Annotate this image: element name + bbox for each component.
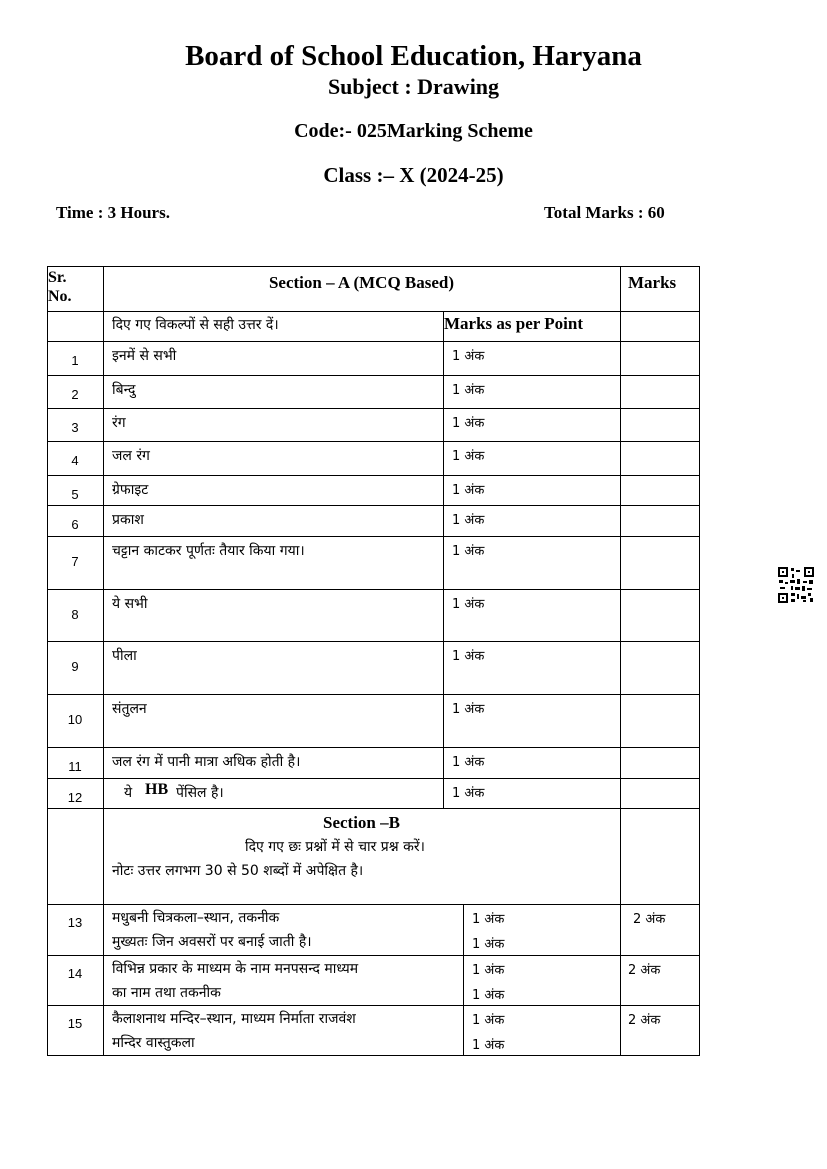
total-marks-label: Total Marks : 60 xyxy=(544,203,665,222)
row-number: 14 xyxy=(67,966,83,981)
table-row-answer xyxy=(103,375,444,409)
section-b-note: नोटः उत्तर लगभग 30 से 50 शब्दों में अपेक्षित है। xyxy=(112,863,364,879)
row-point: 1 अंक xyxy=(452,649,485,664)
row-answer-line1: विभिन्न प्रकार के माध्यम के नाम मनपसन्द माध्यम xyxy=(112,961,359,977)
row-number: 3 xyxy=(71,420,79,435)
row-answer-line2: मुख्यतः जिन अवसरों पर बनाई जाती है। xyxy=(112,934,312,950)
table-row-marks xyxy=(620,747,700,779)
row-point: 1 अंक xyxy=(452,383,485,398)
row-answer: जल रंग xyxy=(112,448,150,464)
row-number: 13 xyxy=(67,915,83,930)
row-point-2: 1 अंक xyxy=(472,937,505,952)
subject-title: Subject : Drawing xyxy=(327,74,500,99)
instruction-srno-cell xyxy=(47,311,104,342)
board-title: Board of School Education, Haryana xyxy=(185,40,642,72)
row-point-1: 1 अंक xyxy=(472,1013,505,1028)
row-answer: रंग xyxy=(112,415,126,431)
row-point-2: 1 अंक xyxy=(472,988,505,1003)
row-point: 1 अंक xyxy=(452,449,485,464)
instruction-marks-cell xyxy=(620,311,700,342)
section-b-title: Section –B xyxy=(323,813,400,832)
row-answer-bold: HB xyxy=(145,781,169,798)
row-answer: बिन्दु xyxy=(112,382,136,398)
row-answer: पीला xyxy=(112,648,137,664)
table-row-marks xyxy=(620,475,700,506)
class-title: Class :– X (2024-25) xyxy=(323,163,504,187)
table-row-marks xyxy=(620,641,700,695)
row-answer: ये सभी xyxy=(112,596,148,612)
row-answer: चट्टान काटकर पूर्णतः तैयार किया गया। xyxy=(112,543,305,559)
table-row-answer xyxy=(103,694,444,748)
table-row-marks xyxy=(620,505,700,537)
row-answer-prefix: ये xyxy=(124,785,133,801)
row-point: 1 अंक xyxy=(452,416,485,431)
table-row-marks xyxy=(620,341,700,376)
row-answer-line1: मधुबनी चित्रकला–स्थान, तकनीक xyxy=(112,910,280,926)
row-point-1: 1 अंक xyxy=(472,963,505,978)
table-row-marks xyxy=(620,375,700,409)
row-answer: ग्रेफाइट xyxy=(112,482,149,498)
section-b-srno-cell xyxy=(47,808,104,905)
row-number: 9 xyxy=(71,659,79,674)
table-row-srno xyxy=(47,904,104,956)
row-marks: 2 अंक xyxy=(628,1013,661,1028)
time-label: Time : 3 Hours. xyxy=(56,203,170,222)
row-number: 1 xyxy=(71,353,79,368)
table-row-marks xyxy=(620,694,700,748)
row-point-2: 1 अंक xyxy=(472,1038,505,1053)
row-point-1: 1 अंक xyxy=(472,912,505,927)
row-number: 10 xyxy=(67,712,83,727)
row-answer: इनमें से सभी xyxy=(112,348,177,364)
table-row-answer xyxy=(103,589,444,642)
marks-header: Marks xyxy=(628,273,677,292)
row-number: 4 xyxy=(71,453,79,468)
row-answer-suffix: पेंसिल है। xyxy=(176,785,224,801)
row-answer-line1: कैलाशनाथ मन्दिर–स्थान, माध्यम निर्माता राजवंश xyxy=(112,1011,356,1027)
row-number: 2 xyxy=(71,387,79,402)
row-answer: संतुलन xyxy=(112,701,147,717)
table-row-marks xyxy=(620,408,700,442)
row-point: 1 अंक xyxy=(452,544,485,559)
row-marks: 2 अंक xyxy=(628,963,661,978)
table-row-marks xyxy=(620,778,700,809)
section-a-instruction: दिए गए विकल्पों से सही उत्तर दें। xyxy=(112,317,279,333)
row-answer-line2: मन्दिर वास्तुकला xyxy=(112,1035,195,1051)
table-row-answer xyxy=(103,408,444,442)
row-number: 5 xyxy=(71,487,79,502)
row-number: 12 xyxy=(67,790,83,805)
row-point: 1 अंक xyxy=(452,349,485,364)
row-answer-line2: का नाम तथा तकनीक xyxy=(112,985,221,1001)
row-number: 8 xyxy=(71,607,79,622)
code-title: Code:- 025Marking Scheme xyxy=(294,120,533,142)
row-point: 1 अंक xyxy=(452,513,485,528)
row-answer: जल रंग में पानी मात्रा अधिक होती है। xyxy=(112,754,301,770)
section-b-instruction: दिए गए छः प्रश्नों में से चार प्रश्न करें। xyxy=(245,839,425,855)
row-point: 1 अंक xyxy=(452,702,485,717)
table-row-answer xyxy=(103,505,444,537)
table-row-marks xyxy=(620,536,700,590)
row-number: 6 xyxy=(71,517,79,532)
section-b-marks-cell xyxy=(620,808,700,905)
row-point: 1 अंक xyxy=(452,755,485,770)
sr-no-header: Sr. No. xyxy=(48,269,72,305)
table-row-marks xyxy=(620,589,700,642)
row-marks: 2 अंक xyxy=(633,912,666,927)
row-number: 7 xyxy=(71,554,79,569)
table-row-answer xyxy=(103,441,444,476)
row-point: 1 अंक xyxy=(452,786,485,801)
row-number: 15 xyxy=(67,1016,83,1031)
table-row-marks xyxy=(620,441,700,476)
row-point: 1 अंक xyxy=(452,483,485,498)
row-answer: प्रकाश xyxy=(112,512,144,528)
section-a-title: Section – A (MCQ Based) xyxy=(268,273,455,292)
table-row-answer xyxy=(103,641,444,695)
row-number: 11 xyxy=(68,759,82,774)
qr-code-icon xyxy=(777,566,815,604)
marks-as-per-point: Marks as per Point xyxy=(444,314,583,333)
row-point: 1 अंक xyxy=(452,597,485,612)
table-row-answer xyxy=(103,475,444,506)
